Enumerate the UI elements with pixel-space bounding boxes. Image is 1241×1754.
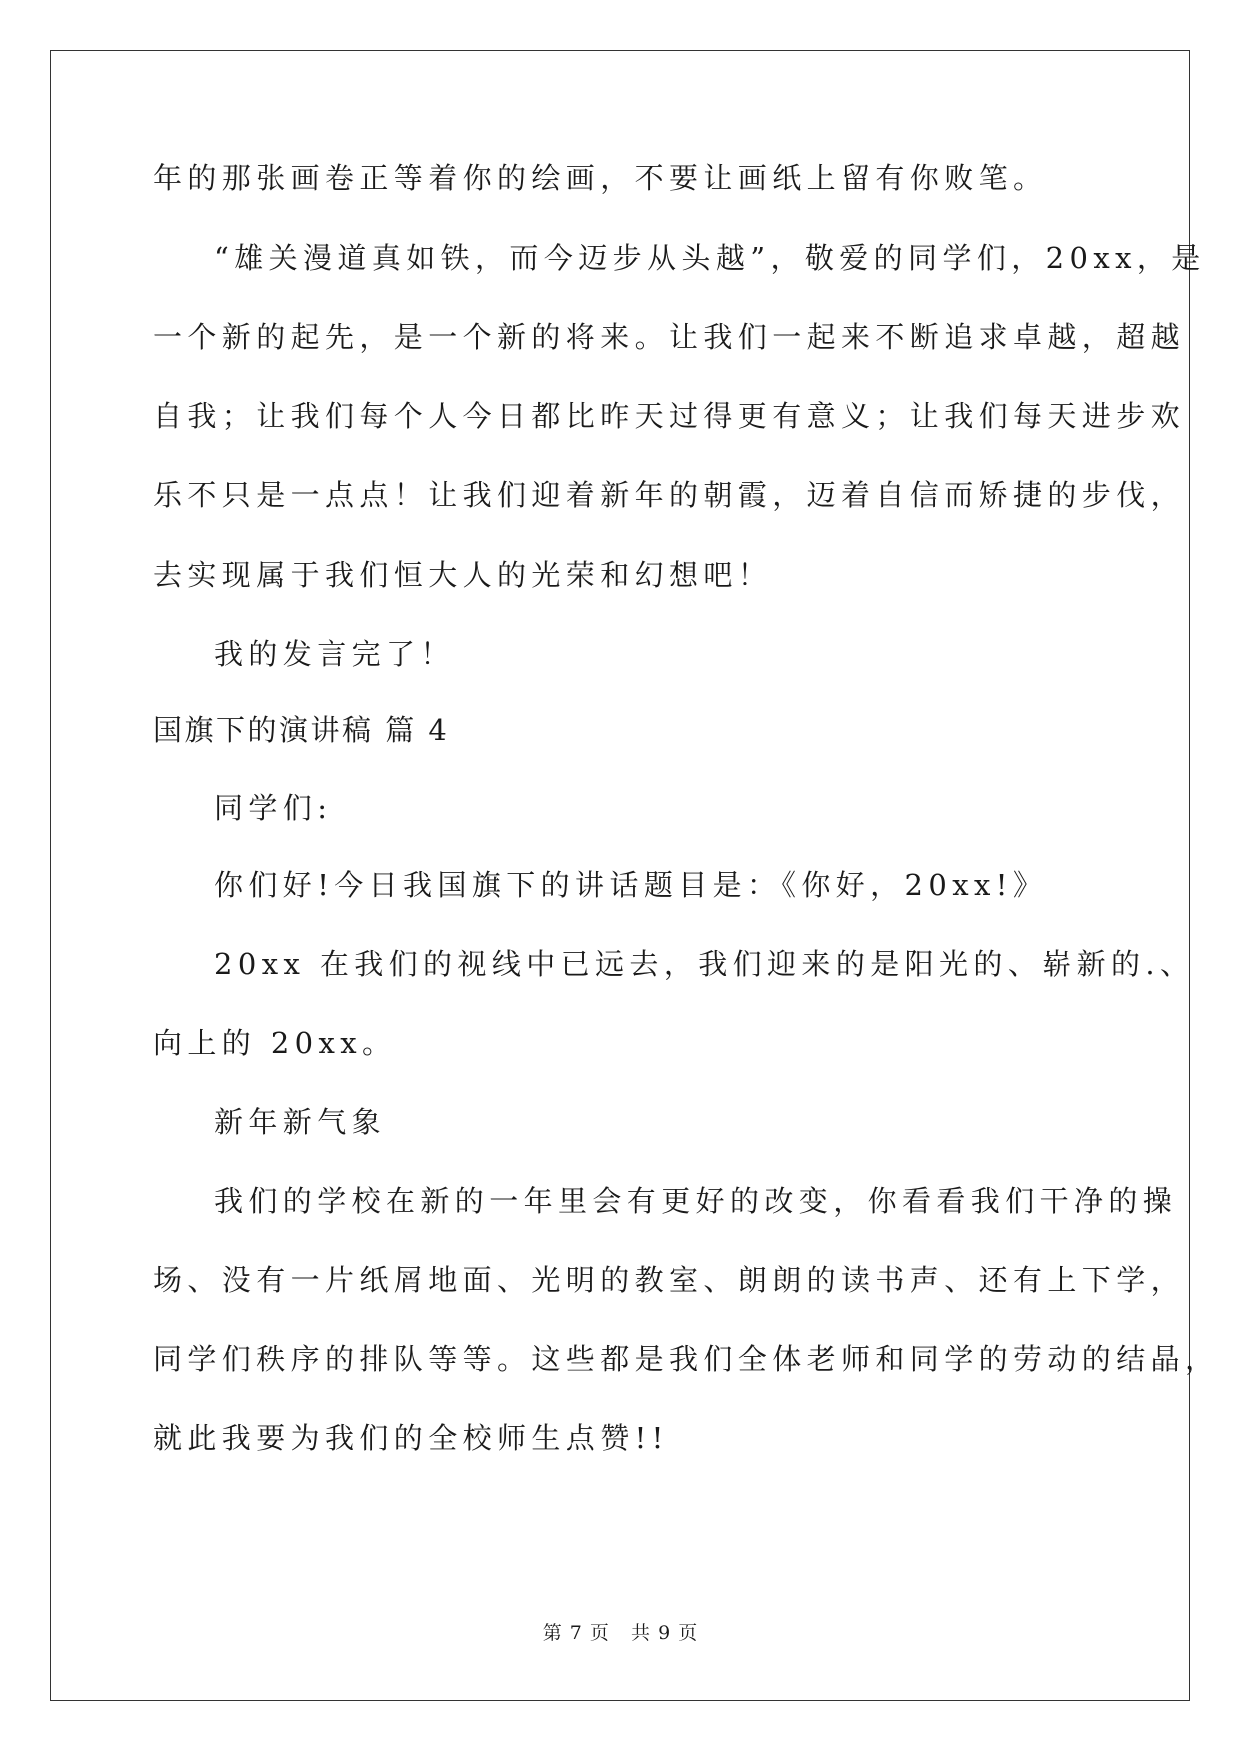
page-number-footer: 第 7 页 共 9 页 xyxy=(542,1622,699,1644)
body-line: 场、没有一片纸屑地面、光明的教室、朗朗的读书声、还有上下学， xyxy=(153,1263,1186,1297)
body-line: 我的发言完了！ xyxy=(214,637,455,671)
body-line: 你们好!今日我国旗下的讲话题目是：《你好，20xx!》 xyxy=(214,868,1048,902)
body-line: 20xx 在我们的视线中已远去，我们迎来的是阳光的、崭新的.、 xyxy=(214,947,1195,981)
body-line: 新年新气象 xyxy=(214,1105,387,1139)
body-line: 年的那张画卷正等着你的绘画，不要让画纸上留有你败笔。 xyxy=(153,161,1048,195)
body-line: 去实现属于我们恒大人的光荣和幻想吧！ xyxy=(153,558,773,592)
body-line: 乐不只是一点点！让我们迎着新年的朝霞，迈着自信而矫捷的步伐， xyxy=(153,478,1186,512)
body-line: 向上的 20xx。 xyxy=(153,1026,397,1060)
section-heading: 国旗下的演讲稿 篇 4 xyxy=(153,713,450,747)
body-line: 同学们: xyxy=(214,791,333,825)
body-line: 我们的学校在新的一年里会有更好的改变，你看看我们干净的操 xyxy=(214,1184,1178,1218)
body-line: 自我；让我们每个人今日都比昨天过得更有意义；让我们每天进步欢 xyxy=(153,399,1186,433)
body-line: 就此我要为我们的全校师生点赞!! xyxy=(153,1421,669,1455)
body-line: 同学们秩序的排队等等。这些都是我们全体老师和同学的劳动的结晶， xyxy=(153,1342,1220,1376)
body-line: “雄关漫道真如铁，而今迈步从头越”，敬爱的同学们，20xx，是 xyxy=(214,241,1206,275)
body-line: 一个新的起先，是一个新的将来。让我们一起来不断追求卓越，超越 xyxy=(153,320,1186,354)
